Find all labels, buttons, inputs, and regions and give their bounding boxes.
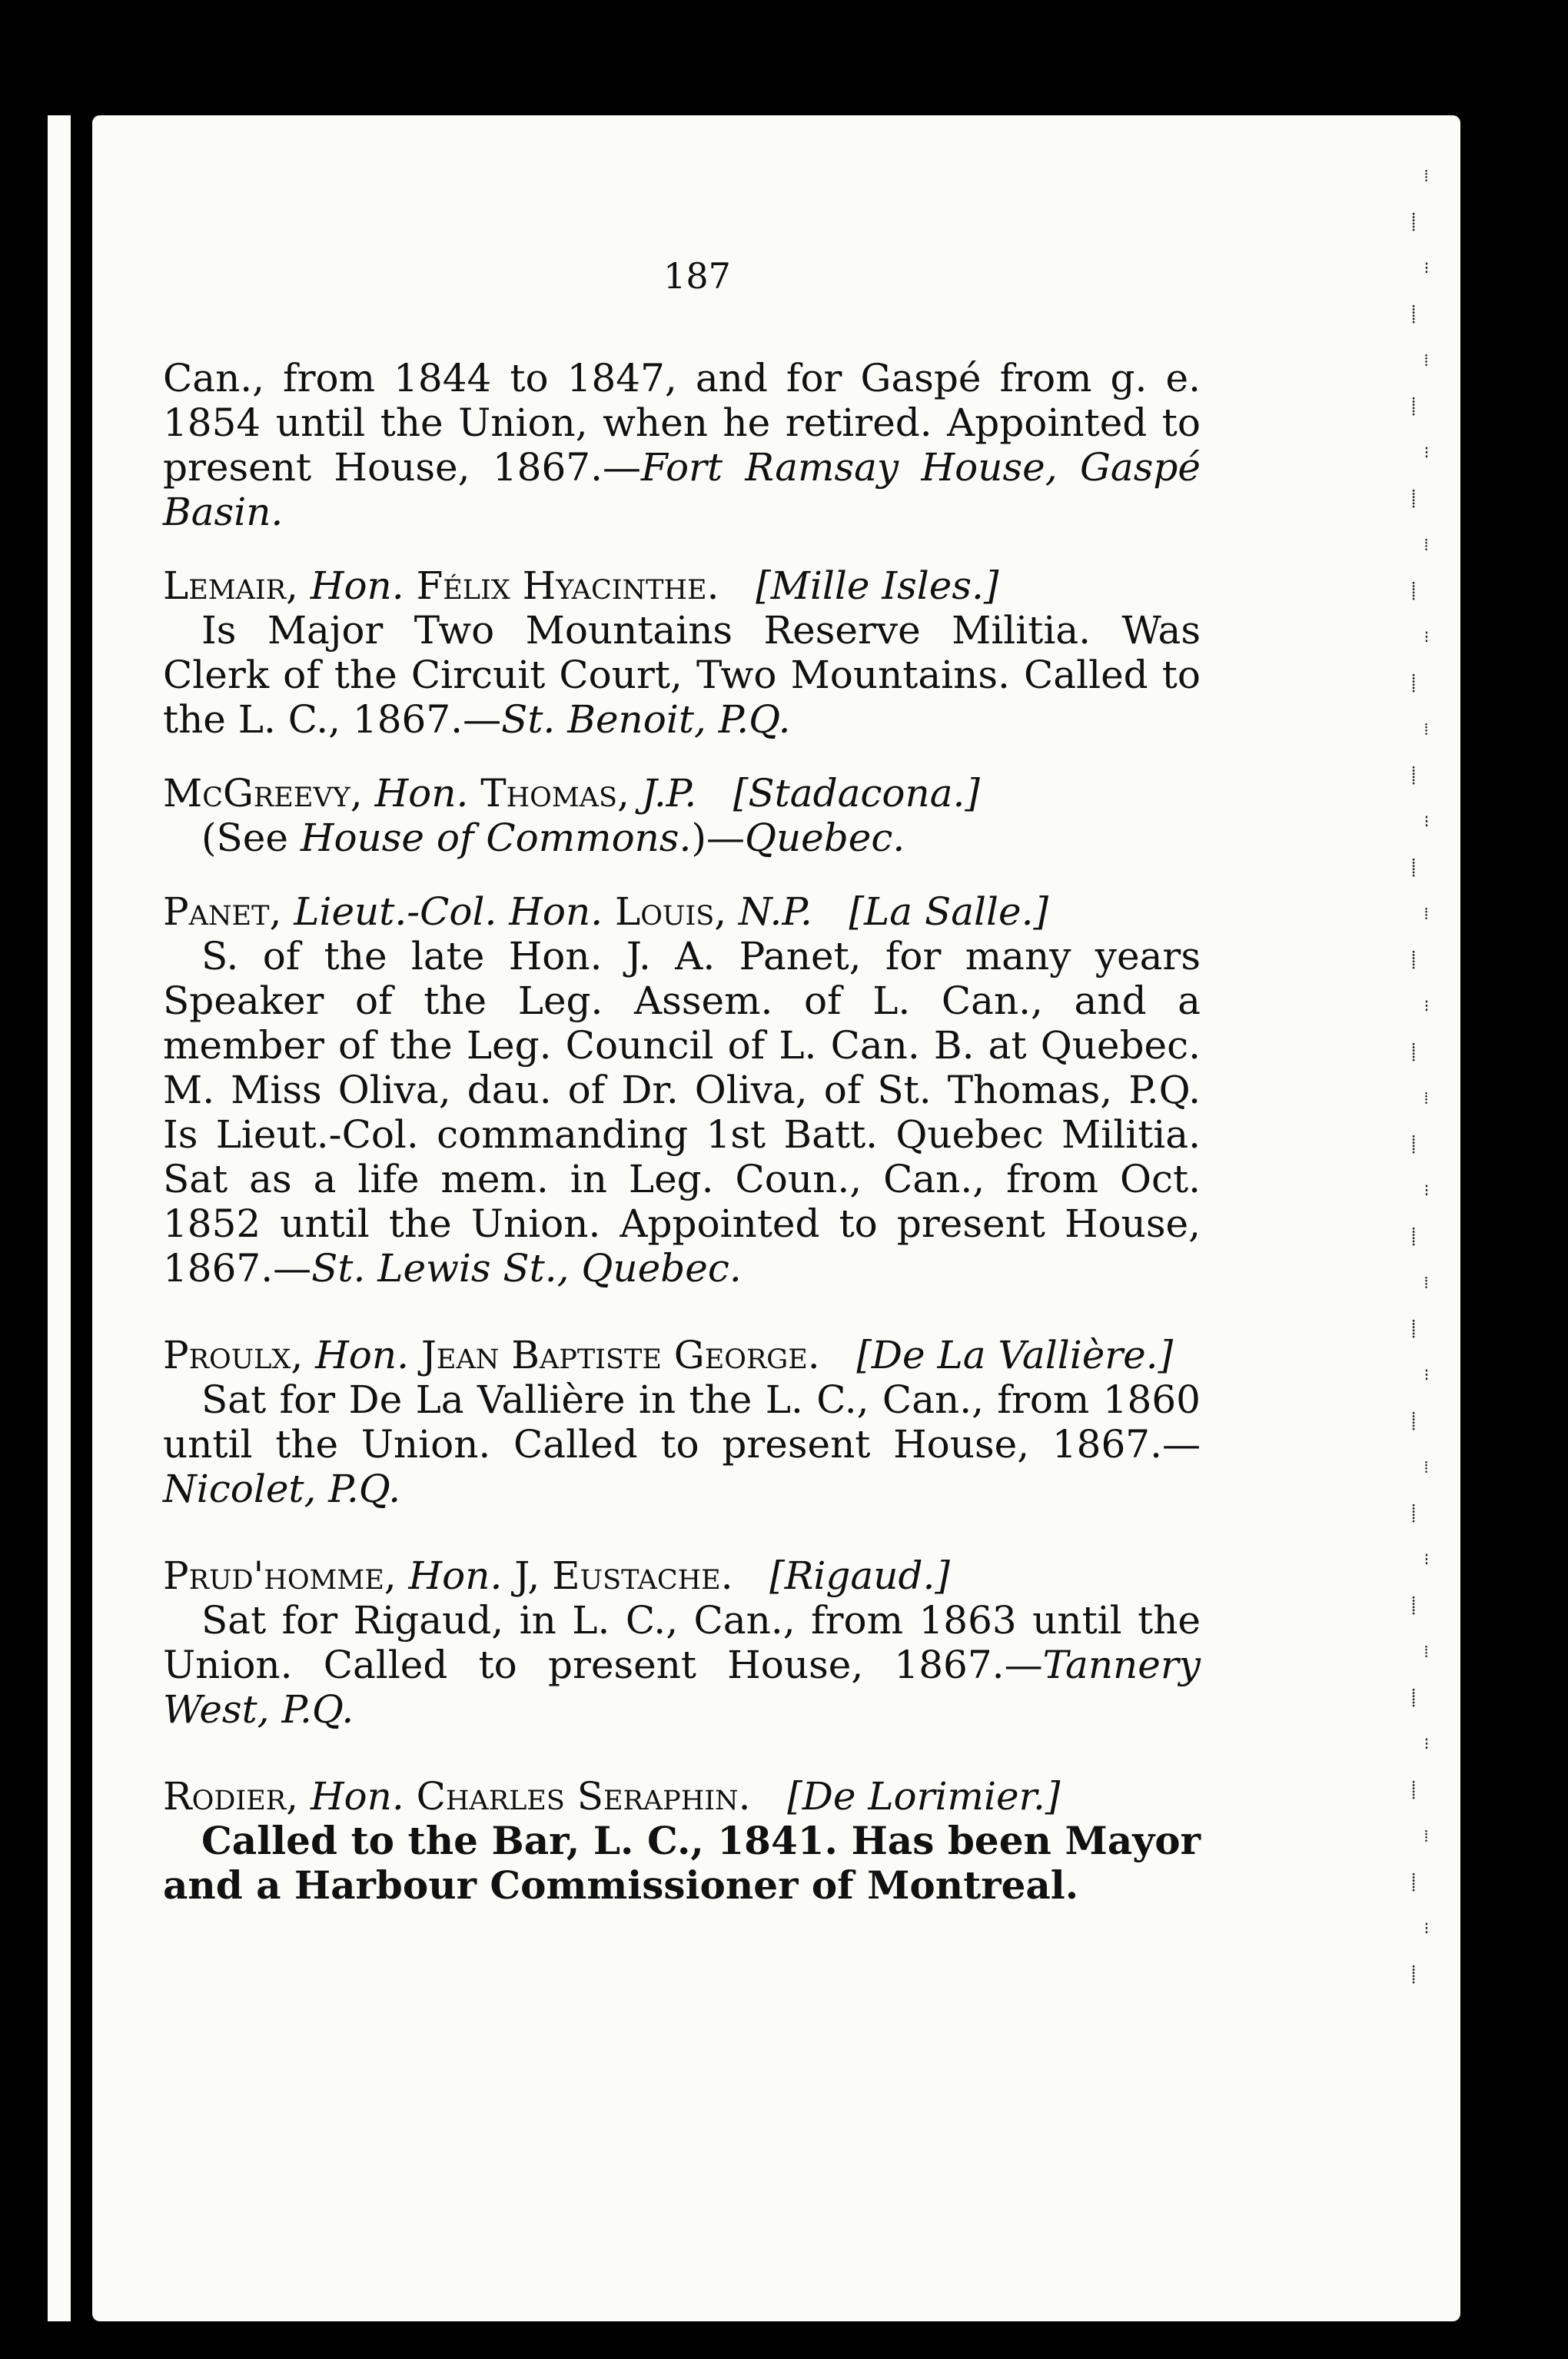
entry-heading: McGreevy, Hon. Thomas, J.P. [Stadacona.] xyxy=(163,771,980,816)
entry-body: (See House of Commons.)—Quebec. xyxy=(201,816,905,860)
entry-body: Sat for Rigaud, in L. C., Can., from 1863 until the Union. Called to present House, 1867.—Tannery West, P.Q. xyxy=(163,1598,1201,1732)
page-edge-marks: ⁞ ⸽ ⁝ ⸽ ⁞ ⸽ ⁝ ⸽ ⁞ ⸽ ⁝ ⸽ ⁞ ⸽ ⁝ ⸽ ⁞ ⸽ ⁝ ⸽ ⁞ ⸽ ⁝ ⸽ ⁞ ⸽ ⁝ ⸽ ⁞ ⸽ ⁝ ⸽ ⁞ ⸽ ⁝ ⸽ ⁞ ⸽ ⁝ ⸽ xyxy=(1411,167,1432,1985)
entry-heading: Lemair, Hon. Félix Hyacinthe. [Mille Isles.] xyxy=(163,563,999,608)
entry-prudhomme xyxy=(163,1553,1201,1732)
entry-proulx xyxy=(163,1333,1201,1511)
page-content xyxy=(163,254,1201,1937)
continued-entry xyxy=(163,356,1201,534)
entry-heading: Prud'homme, Hon. J, Eustache. [Rigaud.] xyxy=(163,1553,950,1598)
entry-heading: Panet, Lieut.-Col. Hon. Louis, N.P. [La Salle.] xyxy=(163,889,1048,934)
page-number: 187 xyxy=(663,255,731,297)
entry-rodier xyxy=(163,1774,1201,1908)
entry-body: S. of the late Hon. J. A. Panet, for many years Speaker of the Leg. Assem. of L. Can., and a member of the Leg. Council of L. Can. B. at Quebec. M. Miss Oliva, dau. of Dr. Oliva, of St. Thomas, P.Q. Is Lieut.-Col. commanding 1st Batt. Quebec Militia. Sat as a life mem. in Leg. Coun., Can., from Oct. 1852 until the Union. Appointed to present House, 1867.—St. Lewis St., Quebec. xyxy=(163,934,1201,1291)
continued-entry-text: Can., from 1844 to 1847, and for Gaspé from g. e. 1854 until the Union, when he retired. Appointed to present House, 1867.—Fort Ramsay House, Gaspé Basin. xyxy=(163,356,1201,534)
entry-panet xyxy=(163,889,1201,1291)
entry-lemair xyxy=(163,563,1201,742)
entry-body: Sat for De La Vallière in the L. C., Can., from 1860 until the Union. Called to present House, 1867.—Nicolet, P.Q. xyxy=(163,1377,1201,1511)
entry-heading: Proulx, Hon. Jean Baptiste George. [De La Vallière.] xyxy=(163,1333,1174,1377)
entry-mcgreevy xyxy=(163,771,1201,860)
entry-heading: Rodier, Hon. Charles Seraphin. [De Lorimier.] xyxy=(163,1774,1061,1819)
entry-body: Called to the Bar, L. C., 1841. Has been Mayor and a Harbour Commissioner of Montreal. xyxy=(163,1818,1201,1908)
entry-body: Is Major Two Mountains Reserve Militia. Was Clerk of the Circuit Court, Two Mountains. Called to the L. C., 1867.—St. Benoit, P.Q. xyxy=(163,608,1201,742)
book-spine-edge xyxy=(48,115,71,2321)
